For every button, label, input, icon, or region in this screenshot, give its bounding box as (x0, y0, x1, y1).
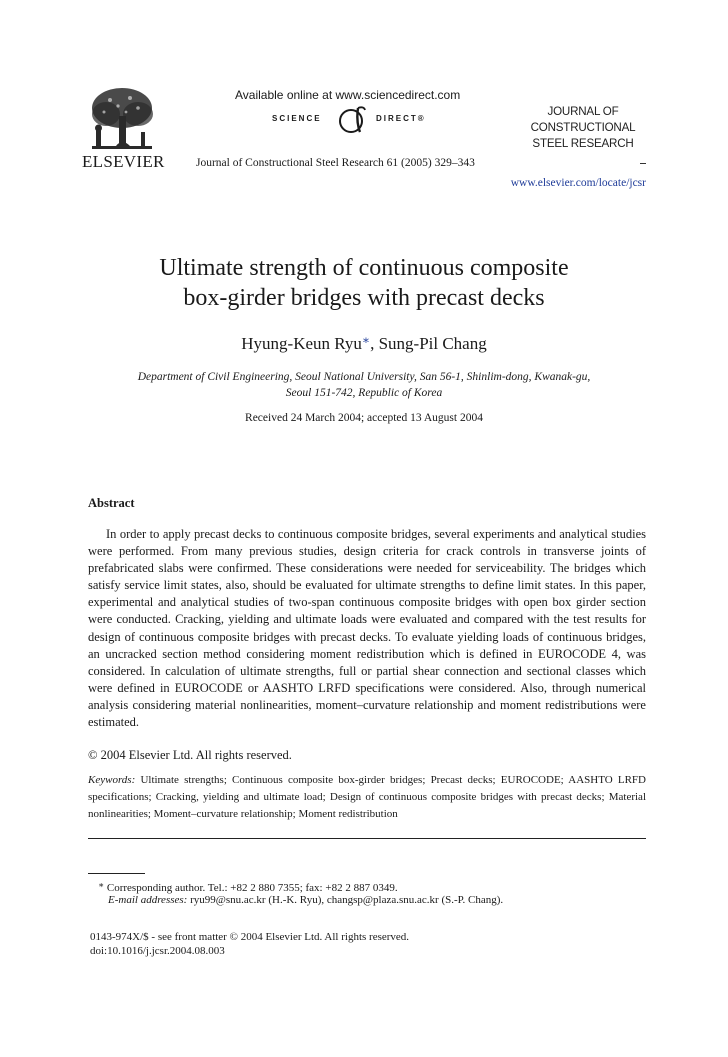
doi[interactable]: doi:10.1016/j.jcsr.2004.08.003 (90, 945, 225, 957)
sd-right-label: DIRECT® (376, 114, 426, 123)
footnote-corresponding (98, 880, 398, 894)
section-divider (88, 838, 646, 839)
footnote-rule (88, 873, 145, 874)
title-line-1: Ultimate strength of continuous composite (159, 255, 569, 281)
front-matter-note: 0143-974X/$ - see front matter © 2004 Elsevier Ltd. All rights reserved. (90, 931, 410, 943)
received-dates: Received 24 March 2004; accepted 13 August 2004 (245, 412, 483, 424)
affiliation (110, 369, 618, 401)
corresponding-author-marker[interactable]: ∗ (361, 333, 371, 347)
sd-left-label: SCIENCE (272, 114, 322, 123)
journal-brand-line-2: CONSTRUCTIONAL (530, 121, 636, 134)
journal-citation: Journal of Constructional Steel Research 61 (2005) 329–343 (196, 157, 475, 169)
author-2: , Sung-Pil Chang (370, 334, 487, 353)
author-1: Hyung-Keun Ryu (241, 334, 362, 353)
sciencedirect-logo (272, 104, 472, 134)
elsevier-tree-logo (86, 86, 158, 156)
footnote-marker: ∗ (98, 880, 105, 890)
footnote-emails (108, 894, 503, 906)
article-title (0, 253, 728, 313)
abstract-body: In order to apply precast decks to continuous composite bridges, several experiments and analytical studies were performed. From many previous studies, design criteria for crack controls in transverse joints of prefabricated slabs were confirmed. These considerations were needed for serviceability. The bridges which satisfy service limit states, also, should be evaluated for ultimate strengths to define limit states. In this paper, experimental and analytical studies of two-span continuous composite bridges with open box girder section were conducted. Cracking, yielding and ultimate loads were evaluated and compared with the test results for design of continuous composite bridges with precast decks. To evaluate yielding loads of continuous bridges, an uncracked section method considering moment redistribution which is defined in EUROCODE 4, was considered. In calculation of ultimate strengths, full or partial shear connection and sectional classes which were defined in EUROCODE or AASHTO LRFD specifications were considered. Also, through numerical analysis considering material nonlinearities, moment–curvature relationship and moment redistributions were estimated. (88, 527, 646, 730)
footnote-corresponding-text: Corresponding author. Tel.: +82 2 880 7355; fax: +82 2 887 0349. (104, 882, 398, 894)
affiliation-line-2: Seoul 151-742, Republic of Korea (285, 387, 443, 399)
journal-brand (520, 104, 646, 152)
author-list (0, 333, 728, 354)
journal-brand-line-3: STEEL RESEARCH (532, 137, 634, 150)
journal-brand-rule (640, 163, 646, 164)
abstract-copyright: © 2004 Elsevier Ltd. All rights reserved. (88, 748, 292, 762)
available-online-text[interactable]: Available online at www.sciencedirect.com (235, 88, 461, 102)
affiliation-line-1: Department of Civil Engineering, Seoul National University, San 56-1, Shinlim-dong, Kwanak-gu, (137, 371, 591, 383)
journal-brand-line-1: JOURNAL OF (547, 105, 619, 118)
journal-url-link[interactable]: www.elsevier.com/locate/jcsr (510, 177, 646, 189)
publisher-name: ELSEVIER (82, 152, 165, 171)
email-label: E-mail addresses: (108, 894, 188, 906)
email-addresses[interactable]: ryu99@snu.ac.kr (H.-K. Ryu), changsp@plaza.snu.ac.kr (S.-P. Chang). (187, 894, 504, 906)
keywords-label: Keywords: (88, 774, 136, 786)
title-line-2: box-girder bridges with precast decks (183, 285, 545, 311)
keywords (88, 772, 646, 824)
sciencedirect-d-icon (334, 104, 370, 134)
keywords-text: Ultimate strengths; Continuous composite box-girder bridges; Precast decks; EUROCODE; AASHTO LRFD specifications; Cracking, yielding and ultimate load; Design of continuous composite bridges with precast decks; Material nonlinearities; Moment–curvature relationship; Moment redistribution (88, 774, 646, 821)
abstract-heading: Abstract (88, 496, 135, 510)
